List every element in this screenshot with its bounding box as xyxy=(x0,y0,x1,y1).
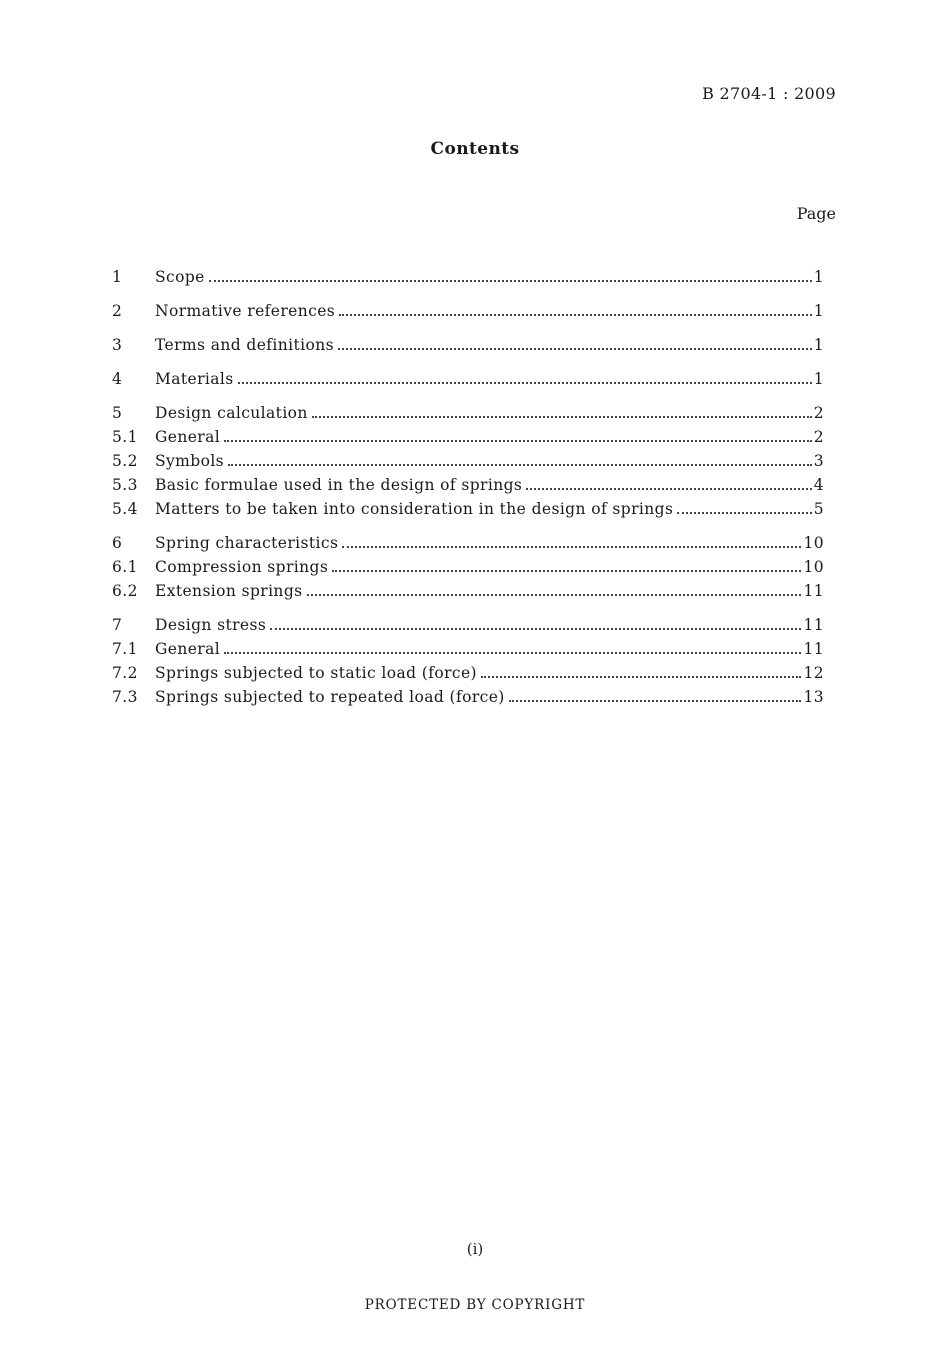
toc-dot-leader xyxy=(238,382,812,384)
toc-entry-number: 7.1 xyxy=(112,640,138,658)
toc-entry-number: 7.3 xyxy=(112,688,138,706)
toc-entry[interactable] xyxy=(112,367,824,391)
toc-entry-title: Extension springs xyxy=(155,582,303,600)
toc-dot-leader xyxy=(509,700,802,702)
toc-entry[interactable] xyxy=(112,531,824,555)
toc-entry[interactable] xyxy=(112,299,824,323)
toc-entry[interactable] xyxy=(112,613,824,637)
table-of-contents xyxy=(112,265,824,719)
toc-entry[interactable] xyxy=(112,333,824,357)
toc-entry-number: 1 xyxy=(112,268,123,286)
copyright-notice: PROTECTED BY COPYRIGHT xyxy=(364,1297,586,1313)
toc-dot-leader xyxy=(481,676,801,678)
toc-entry-title: Springs subjected to static load (force) xyxy=(155,664,477,682)
toc-entry-number: 5.2 xyxy=(112,452,138,470)
toc-entry-page: 2 xyxy=(813,428,824,446)
toc-entry[interactable] xyxy=(112,685,824,709)
toc-entry-page: 3 xyxy=(813,452,824,470)
toc-group xyxy=(112,531,824,603)
toc-group xyxy=(112,613,824,709)
toc-entry-title: Spring characteristics xyxy=(155,534,339,552)
toc-entry[interactable] xyxy=(112,579,824,603)
toc-dot-leader xyxy=(209,280,812,282)
toc-dot-leader xyxy=(224,440,812,442)
toc-entry-title: Materials xyxy=(155,370,234,388)
toc-entry[interactable] xyxy=(112,555,824,579)
toc-entry-number: 6 xyxy=(112,534,123,552)
toc-entry-title: Basic formulae used in the design of springs xyxy=(155,476,523,494)
toc-entry-page: 1 xyxy=(813,268,824,286)
toc-dot-leader xyxy=(677,512,811,514)
toc-entry-page: 1 xyxy=(813,302,824,320)
toc-dot-leader xyxy=(312,416,812,418)
toc-entry-title: Scope xyxy=(155,268,205,286)
toc-entry-page: 10 xyxy=(803,534,824,552)
toc-entry-page: 1 xyxy=(813,370,824,388)
toc-group xyxy=(112,299,824,323)
toc-group xyxy=(112,265,824,289)
toc-entry-title: General xyxy=(155,640,221,658)
toc-entry-title: Terms and definitions xyxy=(155,336,334,354)
toc-entry-number: 2 xyxy=(112,302,123,320)
toc-entry-page: 5 xyxy=(813,500,824,518)
toc-entry[interactable] xyxy=(112,401,824,425)
toc-dot-leader xyxy=(332,570,801,572)
toc-entry[interactable] xyxy=(112,425,824,449)
toc-entry-page: 11 xyxy=(803,640,824,658)
toc-entry-page: 11 xyxy=(803,616,824,634)
toc-entry[interactable] xyxy=(112,449,824,473)
toc-entry[interactable] xyxy=(112,637,824,661)
toc-entry-title: Normative references xyxy=(155,302,336,320)
toc-entry[interactable] xyxy=(112,265,824,289)
page-title: Contents xyxy=(430,139,520,159)
toc-entry-number: 3 xyxy=(112,336,123,354)
toc-entry-number: 5.1 xyxy=(112,428,138,446)
toc-entry-page: 1 xyxy=(813,336,824,354)
toc-entry-number: 6.2 xyxy=(112,582,138,600)
page-number: (i) xyxy=(466,1240,484,1258)
toc-entry-title: Design stress xyxy=(155,616,267,634)
toc-group xyxy=(112,401,824,521)
page-column-label: Page xyxy=(796,204,836,223)
toc-entry-title: Springs subjected to repeated load (force) xyxy=(155,688,505,706)
toc-entry-number: 6.1 xyxy=(112,558,138,576)
toc-entry[interactable] xyxy=(112,661,824,685)
toc-entry-page: 11 xyxy=(803,582,824,600)
toc-dot-leader xyxy=(526,488,811,490)
toc-dot-leader xyxy=(339,314,812,316)
toc-entry-page: 13 xyxy=(803,688,824,706)
toc-entry-page: 12 xyxy=(803,664,824,682)
toc-entry-title: Matters to be taken into consideration in the design of springs xyxy=(155,500,674,518)
toc-dot-leader xyxy=(338,348,812,350)
toc-group xyxy=(112,367,824,391)
toc-entry[interactable] xyxy=(112,473,824,497)
toc-entry-number: 5.3 xyxy=(112,476,138,494)
toc-entry-title: Symbols xyxy=(155,452,225,470)
toc-dot-leader xyxy=(307,594,802,596)
toc-entry-number: 7 xyxy=(112,616,123,634)
toc-entry-number: 4 xyxy=(112,370,123,388)
toc-dot-leader xyxy=(228,464,812,466)
toc-entry-page: 4 xyxy=(813,476,824,494)
toc-entry[interactable] xyxy=(112,497,824,521)
document-id: B 2704-1 : 2009 xyxy=(702,84,836,103)
toc-dot-leader xyxy=(224,652,801,654)
toc-dot-leader xyxy=(342,546,801,548)
toc-group xyxy=(112,333,824,357)
toc-entry-page: 10 xyxy=(803,558,824,576)
toc-entry-title: General xyxy=(155,428,221,446)
toc-entry-number: 5 xyxy=(112,404,123,422)
toc-entry-page: 2 xyxy=(813,404,824,422)
toc-entry-number: 7.2 xyxy=(112,664,138,682)
toc-entry-number: 5.4 xyxy=(112,500,138,518)
toc-dot-leader xyxy=(270,628,801,630)
toc-entry-title: Compression springs xyxy=(155,558,329,576)
toc-entry-title: Design calculation xyxy=(155,404,308,422)
